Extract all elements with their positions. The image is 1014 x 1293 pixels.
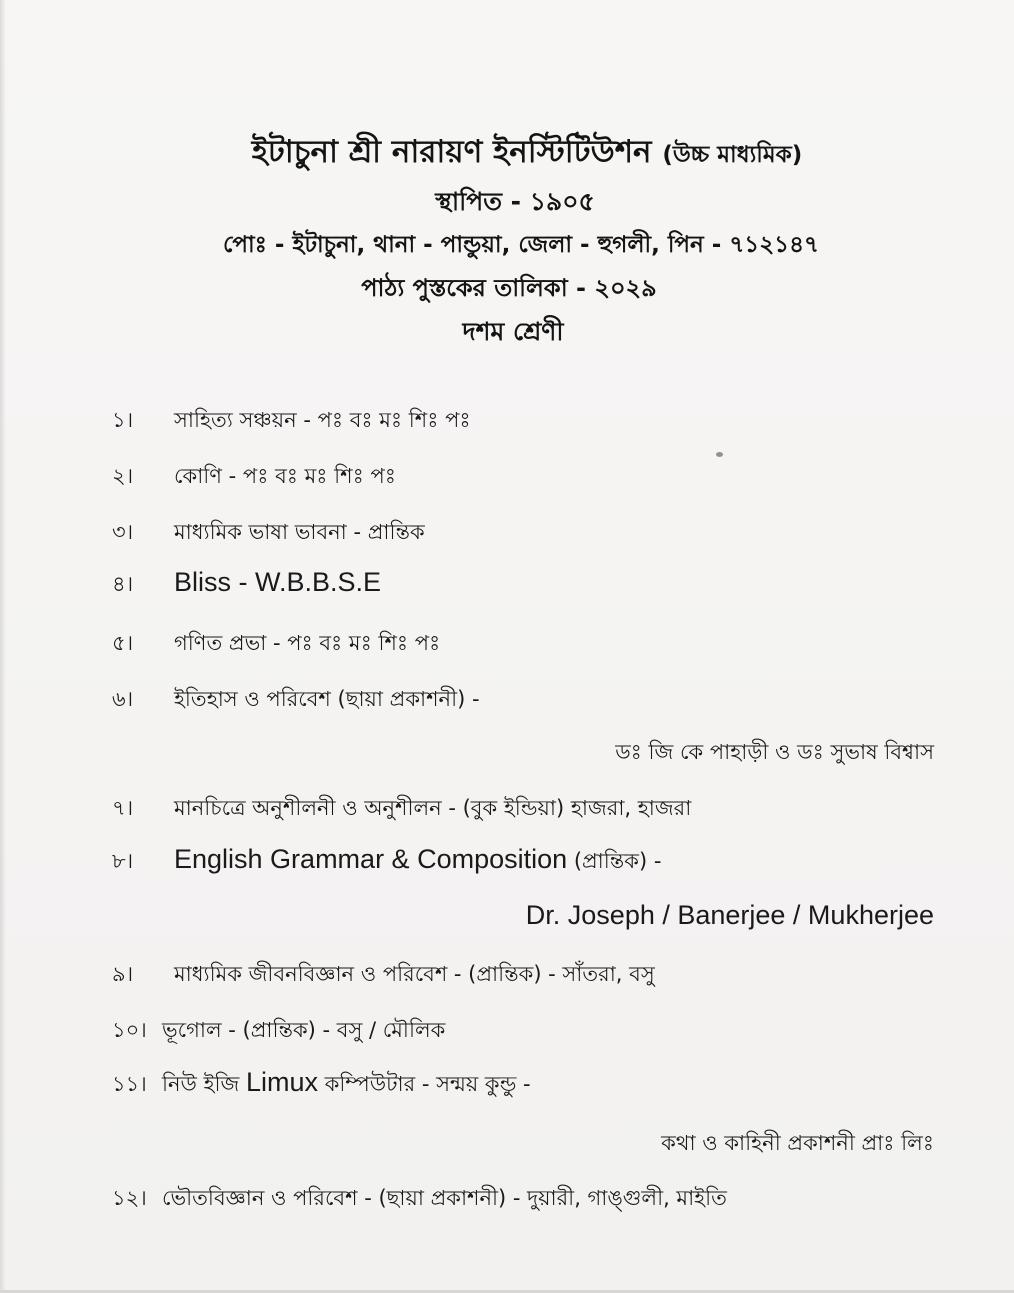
book-number: ৪। (112, 572, 134, 596)
book-authors: Dr. Joseph / Banerjee / Mukherjee (525, 900, 934, 930)
book-item (112, 844, 661, 880)
book-item (112, 1014, 445, 1049)
book-item (112, 683, 480, 718)
book-number: ৩। (112, 520, 134, 544)
book-title: ভৌতবিজ্ঞান ও পরিবেশ - (ছায়া প্রকাশনী) - দুয়ারী, গাঙ্গুলী, মাইতি (162, 1186, 727, 1210)
book-authors: ডঃ জি কে পাহাড়ী ও ডঃ সুভাষ বিশ্বাস (615, 740, 934, 764)
book-item (112, 627, 440, 662)
book-publisher: কথা ও কাহিনী প্রকাশনী প্রাঃ লিঃ (661, 1131, 934, 1155)
book-item (112, 516, 425, 551)
book-title: English Grammar & Composition (174, 844, 568, 874)
established-year: স্থাপিত - ১৯০৫ (435, 187, 595, 216)
book-item (112, 958, 655, 993)
paper-speck (716, 452, 723, 457)
book-title-latin: Limux (245, 1067, 319, 1097)
book-title-prefix: নিউ ইজি (162, 1072, 246, 1096)
book-item (112, 404, 471, 439)
school-address: পোঃ - ইটাচুনা, থানা - পান্ডুয়া, জেলা - হুগলী, পিন - ৭১২১৪৭ (223, 232, 819, 258)
book-number: ৭। (112, 796, 134, 820)
book-item (112, 792, 691, 827)
book-number: ১০। (112, 1018, 147, 1042)
book-number: ৮। (112, 849, 134, 873)
book-title: Bliss - W.B.B.S.E (174, 567, 382, 597)
book-title: গণিত প্রভা - পঃ বঃ মঃ শিঃ পঃ (174, 631, 441, 655)
book-number: ১১। (112, 1072, 147, 1096)
book-title: কোণি - পঃ বঃ মঃ শিঃ পঃ (174, 464, 396, 488)
book-title: ভূগোল - (প্রান্তিক) - বসু / মৌলিক (162, 1018, 446, 1042)
book-title: মাধ্যমিক ভাষা ভাবনা - প্রান্তিক (174, 520, 425, 544)
book-title: সাহিত্য সঞ্চয়ন - পঃ বঃ মঃ শিঃ পঃ (174, 408, 471, 432)
school-name: ইটাচুনা শ্রী নারায়ণ ইনস্টিটিউশন (251, 134, 652, 170)
school-level: (উচ্চ মাধ্যমিক) (662, 142, 803, 168)
page-edge-shadow (0, 0, 6, 1293)
book-title: ইতিহাস ও পরিবেশ (ছায়া প্রকাশনী) - (174, 687, 480, 711)
book-title: মানচিত্রে অনুশীলনী ও অনুশীলন - (বুক ইন্ডিয়া) হাজরা, হাজরা (174, 796, 692, 820)
book-item (112, 1182, 727, 1217)
book-number: ১। (112, 408, 134, 432)
school-name-line (20, 128, 1014, 180)
book-title: কম্পিউটার - সন্ময় কুন্ডু - (318, 1072, 531, 1096)
booklist-title: পাঠ্য পুস্তকের তালিকা - ২০২৯ (361, 274, 657, 302)
book-item (112, 1067, 531, 1103)
book-publisher: (প্রান্তিক) - (567, 849, 662, 873)
book-number: ৯। (112, 962, 134, 986)
book-title: মাধ্যমিক জীবনবিজ্ঞান ও পরিবেশ - (প্রান্তিক) - সাঁতরা, বসু (174, 962, 655, 986)
book-item (112, 567, 381, 603)
book-number: ৬। (112, 687, 134, 711)
book-number: ১২। (112, 1186, 147, 1210)
class-name: দশম শ্রেণী (462, 317, 564, 346)
book-number: ৫। (112, 631, 134, 655)
book-item (112, 460, 396, 495)
book-number: ২। (112, 464, 134, 488)
